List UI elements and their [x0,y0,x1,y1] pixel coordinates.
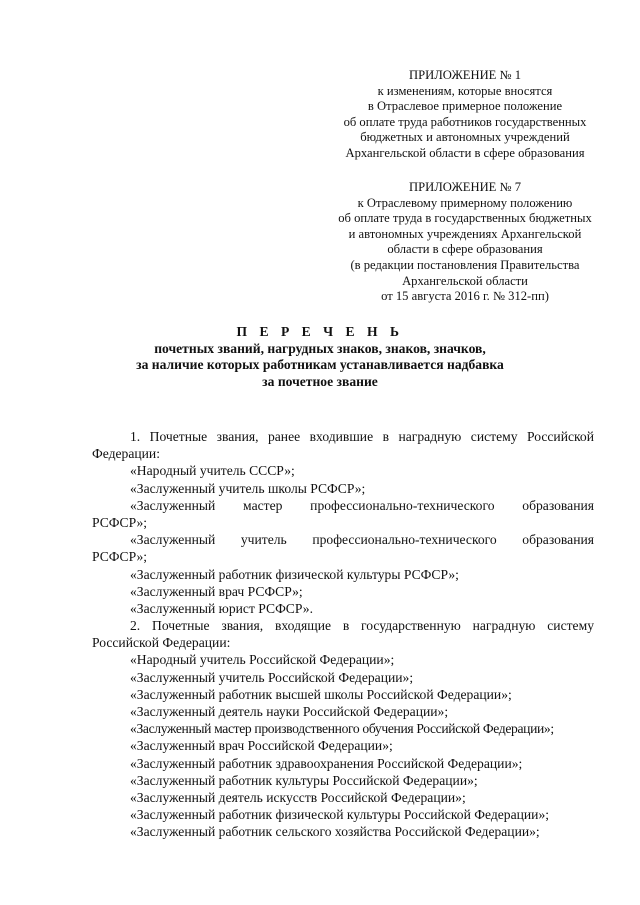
body-line: «Народный учитель СССР»; [130,463,295,479]
appendix-7-line: Архангельской области [402,273,528,288]
body-line: «Заслуженный деятель искусств Российской Федерации»; [130,789,466,805]
body-line: «Заслуженный работник культуры Российской Федерации»; [130,772,478,788]
body-line: РСФСР»; [92,549,148,565]
body-line: «Заслуженный работник сельского хозяйства Российской Федерации»; [130,824,540,840]
body-line: «Заслуженный учитель Российской Федерации»; [130,669,414,685]
body-line: «Заслуженный врач РСФСР»; [130,583,303,599]
body-line: Федерации: [92,446,160,462]
body-line: «Заслуженный юрист РСФСР». [130,600,313,616]
body-line: «Заслуженный работник физической культуры Российской Федерации»; [130,807,550,823]
appendix-7-line: к Отраслевому примерному положению [357,195,573,210]
body-line: РСФСР»; [92,514,148,530]
appendix-1-line: ПРИЛОЖЕНИЕ № 1 [409,68,521,82]
body-line: Российской Федерации: [92,635,231,651]
body-line: «Заслуженный мастер профессионально-технического образования [130,497,594,513]
appendix-1-line: бюджетных и автономных учреждений [360,130,570,145]
body-line: «Заслуженный врач Российской Федерации»; [130,738,393,754]
appendix-1-line: Архангельской области в сфере образования [345,145,585,160]
appendix-7-line: области в сфере образования [387,242,543,257]
appendix-7-line: об оплате труда в государственных бюджетных [338,211,592,226]
body-line: 1. Почетные звания, ранее входившие в наградную систему Российской [130,429,594,444]
appendix-7-line: (в редакции постановления Правительства [350,257,580,272]
appendix-7-line: от 15 августа 2016 г. № 312-пп) [381,289,549,304]
document-title [100,324,540,390]
body-line: «Заслуженный работник физической культуры РСФСР»; [130,566,459,582]
body-line: «Заслуженный работник высшей школы Российской Федерации»; [130,686,512,702]
body-line: «Народный учитель Российской Федерации»; [130,652,395,668]
title-line: за почетное звание [262,373,378,389]
body-line: «Заслуженный учитель школы РСФСР»; [130,480,366,496]
title-line: за наличие которых работникам устанавливается надбавка [136,357,504,373]
body-line: 2. Почетные звания, входящие в государственную наградную систему [130,618,594,634]
appendix-1-line: в Отраслевое примерное положение [367,99,563,114]
title-line: почетных званий, нагрудных знаков, знаков, значков, [154,341,486,357]
title-heading: П Е Р Е Ч Е Н Ь [236,324,404,339]
document-body [92,428,594,841]
appendix-7-header [300,180,630,305]
appendix-1-line: к изменениям, которые вносятся [377,83,553,98]
body-line: «Заслуженный учитель профессионально-технического образования [130,532,594,548]
appendix-1-line: об оплате труда работников государственных [343,114,587,129]
appendix-7-line: ПРИЛОЖЕНИЕ № 7 [409,180,521,194]
appendix-1-header [300,68,630,162]
body-line: «Заслуженный мастер производственного обучения Российской Федерации»; [130,721,554,737]
appendix-7-line: и автономных учреждениях Архангельской [348,226,582,241]
body-line: «Заслуженный деятель науки Российской Федерации»; [130,704,449,719]
body-line: «Заслуженный работник здравоохранения Российской Федерации»; [130,755,523,771]
